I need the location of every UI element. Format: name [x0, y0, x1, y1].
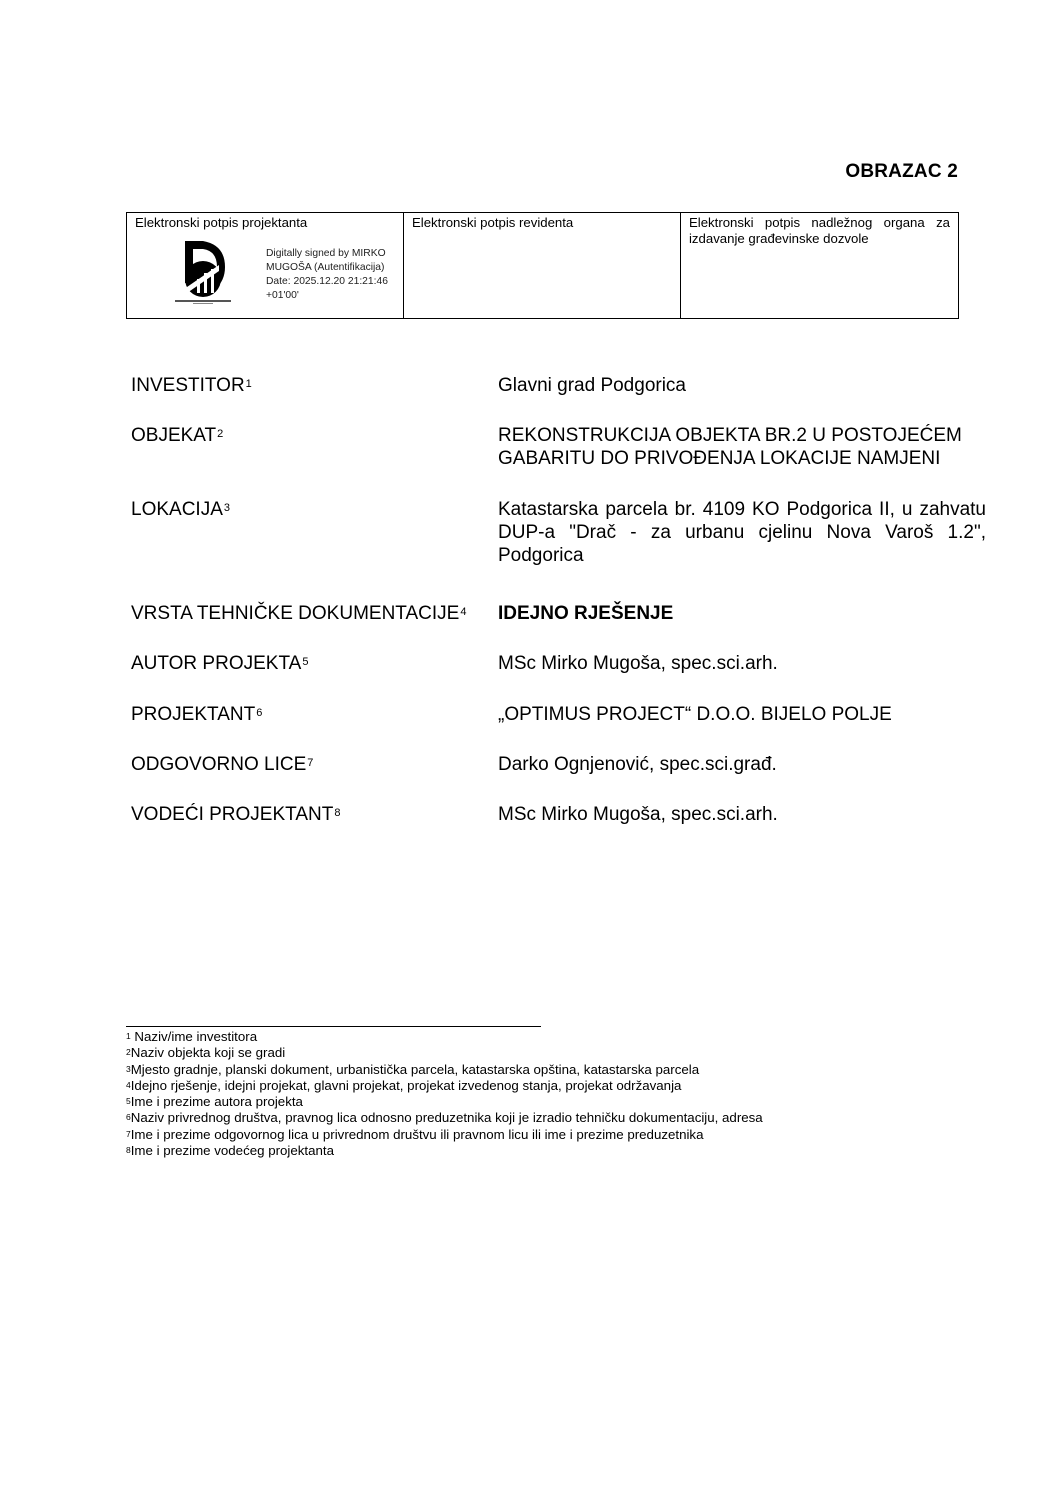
- field-value: REKONSTRUKCIJA OBJEKTA BR.2 U POSTOJEĆEM GABARITU DO PRIVOĐENJA LOKACIJE NAMJENI: [498, 425, 962, 469]
- footnote-ref: 4: [460, 606, 467, 618]
- footnote-ref: 6: [256, 707, 263, 719]
- field-value: MSc Mirko Mugoša, spec.sci.arh.: [498, 804, 778, 825]
- digital-signature-stamp: [266, 247, 406, 303]
- footnote-item: $^7$Ime i prezime odgovornog lica u privrednom društvu ili pravnom licu ili ime i prezime preduzetnika: [126, 1126, 704, 1142]
- designer-signature-cell: [127, 213, 404, 319]
- authority-signature-cell: [681, 213, 959, 319]
- digital-signature-line-2: MUGOŠA (Autentifikacija): [266, 262, 385, 273]
- footnote-item: $^4$Idejno rješenje, idejni projekat, glavni projekat, projekat izvedenog stanja, projekat održavanja: [126, 1077, 682, 1093]
- authority-signature-heading: Elektronski potpis nadležnog organa za izdavanje građevinske dozvole: [689, 215, 950, 246]
- footnote-ref: 8: [334, 807, 341, 819]
- signature-table: [126, 212, 959, 319]
- designer-signature-heading: Elektronski potpis projektanta: [135, 215, 308, 230]
- field-label: PROJEKTANT: [131, 704, 256, 725]
- footnote-item: $^5$Ime i prezime autora projekta: [126, 1094, 303, 1110]
- form-label: OBRAZAC 2: [845, 161, 958, 182]
- field-value: Glavni grad Podgorica: [498, 375, 686, 396]
- field-label: AUTOR PROJEKTA: [131, 653, 302, 674]
- footnote-item: $^8$Ime i prezime vodećeg projektanta: [126, 1143, 334, 1159]
- digital-signature-line-4: +01'00': [266, 290, 299, 301]
- footnote-ref: 2: [217, 428, 224, 440]
- footnote-ref: 1: [245, 378, 252, 390]
- field-value: MSc Mirko Mugoša, spec.sci.arh.: [498, 653, 778, 674]
- field-label: ODGOVORNO LICE: [131, 754, 307, 775]
- footnote-divider: [126, 1026, 541, 1027]
- field-label: VODEĆI PROJEKTANT: [131, 804, 334, 825]
- field-label: LOKACIJA: [131, 499, 223, 520]
- field-value: Katastarska parcela br. 4109 KO Podgorica II, u zahvatu DUP-a "Drač - za urbanu cjelinu Nova Varoš 1.2", Podgorica: [498, 499, 986, 566]
- reviewer-signature-heading: Elektronski potpis revidenta: [412, 215, 574, 230]
- field-value: Darko Ognjenović, spec.sci.građ.: [498, 754, 777, 775]
- footnote-ref: 5: [302, 656, 309, 668]
- footnote-item: $^6$Naziv privrednog društva, pravnog lica odnosno preduzetnika koji je izradio tehničku dokumentaciju, adresa: [126, 1110, 763, 1126]
- footnote-ref: 3: [223, 502, 230, 514]
- reviewer-signature-cell: [404, 213, 681, 319]
- optimus-project-logo-icon: [173, 239, 233, 305]
- footnotes: [126, 1029, 826, 1159]
- footnote-item: $^1$ Naziv/ime investitora: [126, 1029, 258, 1044]
- digital-signature-line-1: Digitally signed by MIRKO: [266, 248, 386, 259]
- footnote-item: $^3$Mjesto gradnje, planski dokument, urbanistička parcela, katastarska opština, katastarska parcela: [126, 1061, 700, 1077]
- field-label: VRSTA TEHNIČKE DOKUMENTACIJE: [131, 603, 460, 624]
- footnote-ref: 7: [307, 757, 314, 769]
- footnote-item: $^2$Naziv objekta koji se gradi: [126, 1045, 286, 1061]
- field-value: IDEJNO RJEŠENJE: [498, 603, 674, 624]
- digital-signature-line-3: Date: 2025.12.20 21:21:46: [266, 276, 388, 287]
- field-label: OBJEKAT: [131, 425, 217, 446]
- field-label: INVESTITOR: [131, 375, 245, 396]
- field-value: „OPTIMUS PROJECT“ D.O.O. BIJELO POLJE: [498, 704, 892, 725]
